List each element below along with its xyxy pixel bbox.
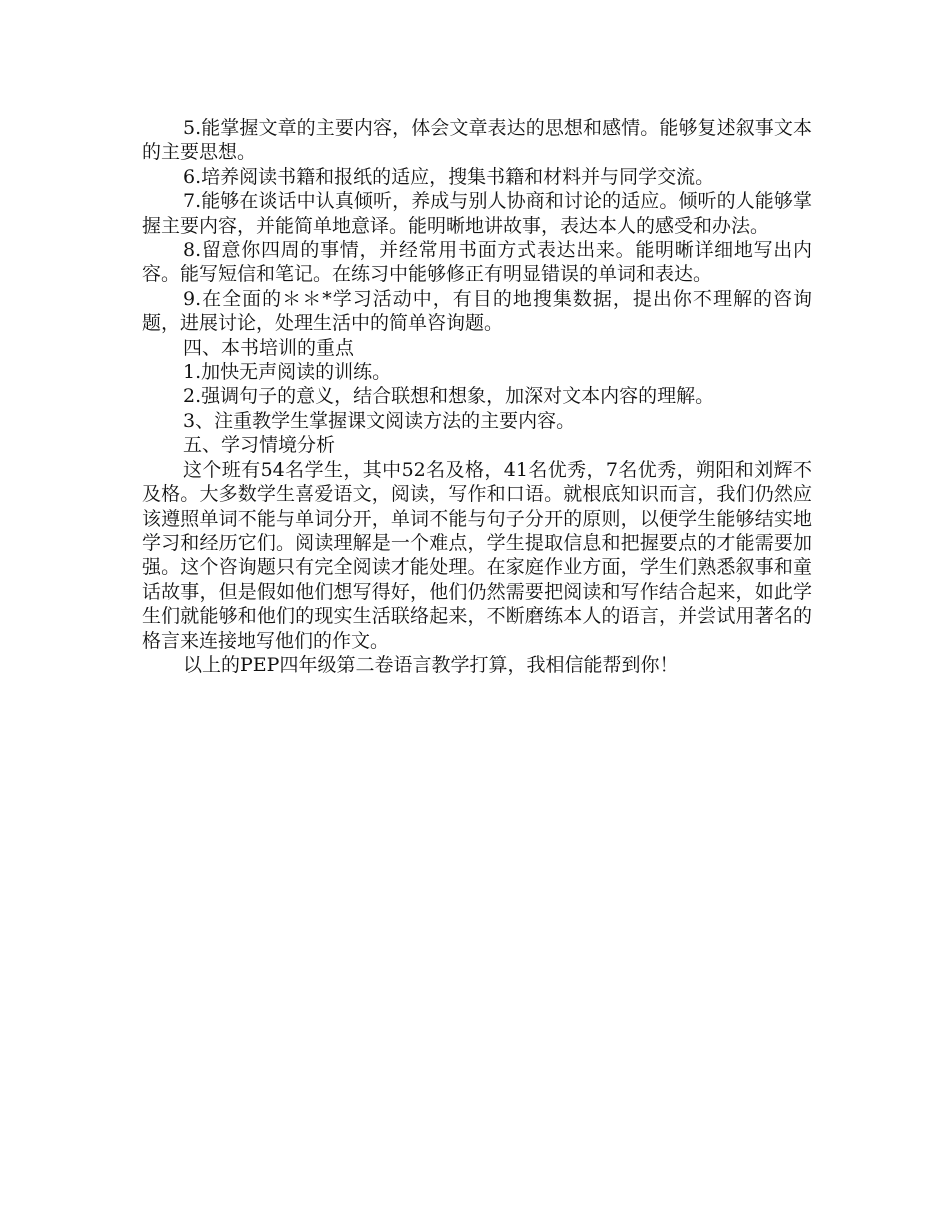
paragraph-goal-9: 9.在全面的＊＊*学习活动中，有目的地搜集数据，提出你不理解的咨询题，进展讨论，处理生活中的简单咨询题。 (142, 287, 812, 335)
paragraph-goal-6: 6.培养阅读书籍和报纸的适应，搜集书籍和材料并与同学交流。 (183, 165, 715, 188)
focus-item-3: 3、注重教学生掌握课文阅读方法的主要内容。 (183, 409, 576, 432)
paragraph-class-analysis: 这个班有54名学生，其中52名及格，41名优秀，7名优秀，朔阳和刘辉不及格。大多数学生喜爱语文，阅读，写作和口语。就根底知识而言，我们仍然应该遵照单词不能与单词分开，单词不能与句子分开的原则，以便学生能够结实地学习和经历它们。阅读理解是一个难点，学生提取信息和把握要点的才能需要加强。这个咨询题只有完全阅读才能处理。在家庭作业方面，学生们熟悉叙事和童话故事，但是假如他们想写得好，他们仍然需要把阅读和写作结合起来，如此学生们就能够和他们的现实生活联络起来，不断磨练本人的语言，并尝试用著名的格言来连接地写他们的作文。 (142, 458, 812, 652)
paragraph-closing: 以上的PEP四年级第二卷语言教学打算，我相信能帮到你！ (183, 653, 679, 676)
section-heading-learning-situation: 五、学习情境分析 (183, 434, 336, 457)
focus-item-2: 2.强调句子的意义，结合联想和想象，加深对文本内容的理解。 (183, 385, 715, 408)
paragraph-goal-5: 5.能掌握文章的主要内容，体会文章表达的思想和感情。能够复述叙事文本的主要思想。 (142, 117, 812, 164)
paragraph-goal-8: 8.留意你四周的事情，并经常用书面方式表达出来。能明晰详细地写出内容。能写短信和笔记。在练习中能够修正有明显错误的单词和表达。 (142, 239, 812, 286)
document-body (142, 116, 812, 677)
focus-item-1: 1.加快无声阅读的训练。 (183, 361, 392, 384)
paragraph-goal-7: 7.能够在谈话中认真倾听，养成与别人协商和讨论的适应。倾听的人能够掌握主要内容，并能简单地意译。能明晰地讲故事，表达本人的感受和办法。 (142, 190, 812, 237)
section-heading-training-focus: 四、本书培训的重点 (183, 336, 355, 359)
